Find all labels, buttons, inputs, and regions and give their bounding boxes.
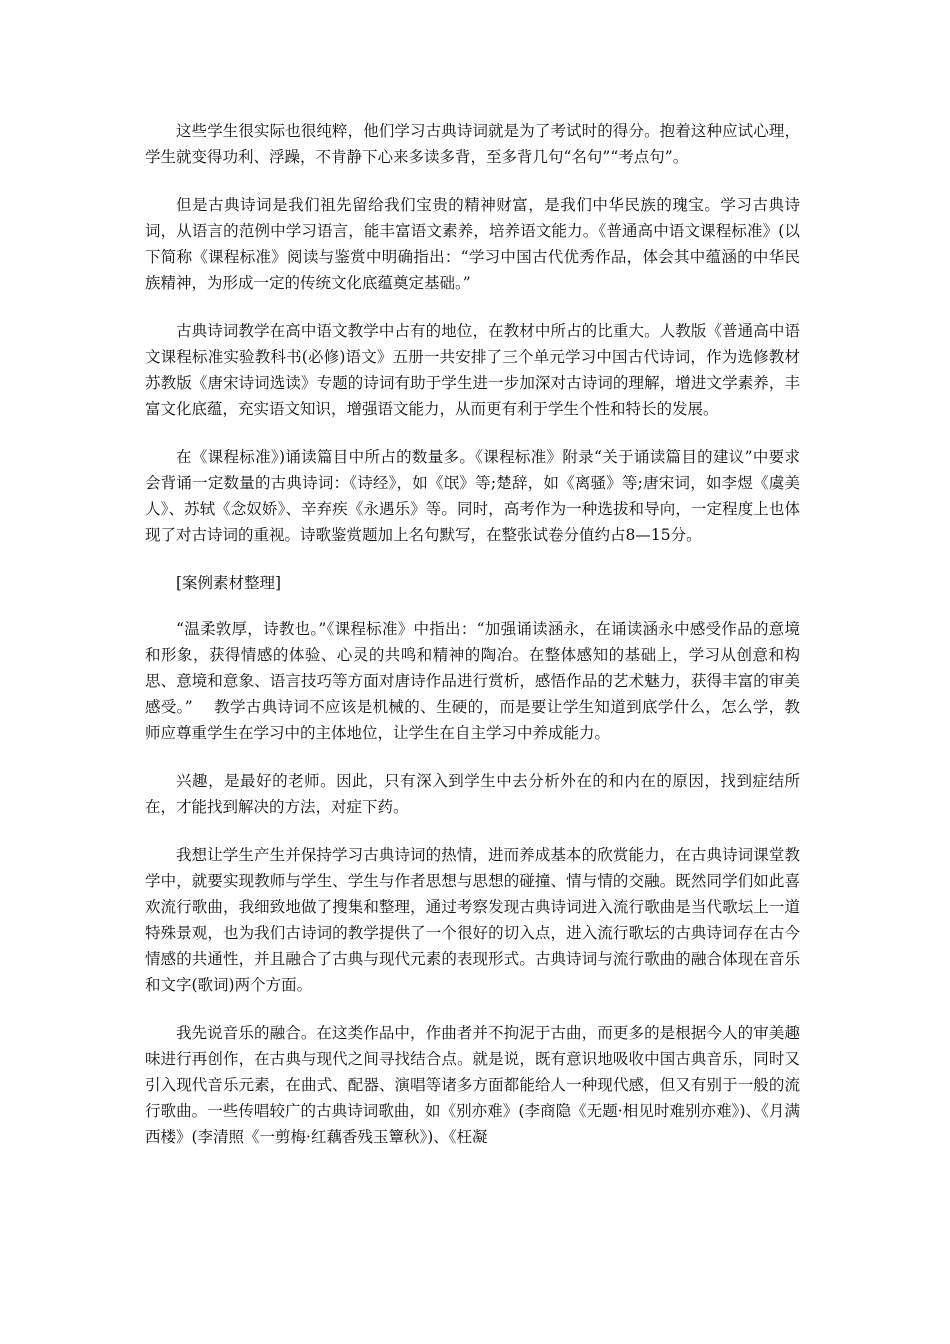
document-body [145, 118, 800, 1172]
paragraph-2: 但是古典诗词是我们祖先留给我们宝贵的精神财富，是我们中华民族的瑰宝。学习古典诗词，从语言的范例中学习语言，能丰富语文素养，培养语文能力。《普通高中语文课程标准》(以下简称《课程标准》阅读与鉴赏中明确指出：“学习中国古代优秀作品，体会其中蕴涵的中华民族精神，为形成一定的传统文化底蕴奠定基础。” [145, 196, 800, 292]
paragraph-7: 我想让学生产生并保持学习古典诗词的热情，进而养成基本的欣赏能力，在古典诗词课堂教学中，就要实现教师与学生、学生与作者思想与思想的碰撞、情与情的交融。既然同学们如此喜欢流行歌曲，我细致地做了搜集和整理，通过考察发现古典诗词进入流行歌曲是当代歌坛上一道特殊景观，也为我们古诗词的教学提供了一个很好的切入点，进入流行歌坛的古典诗词存在古今情感的共通性，并且融合了古典与现代元素的表现形式。古典诗词与流行歌曲的融合体现在音乐和文字(歌词)两个方面。 [145, 846, 800, 994]
paragraph-4: 在《课程标准》)诵读篇目中所占的数量多。《课程标准》附录“关于诵读篇目的建议”中要求会背诵一定数量的古典诗词：《诗经》，如《氓》等;楚辞，如《离骚》等;唐宋词，如李煜《虞美人》、苏轼《念奴娇》、辛弃疾《永遇乐》等。同时，高考作为一种选拔和导向，一定程度上也体现了对古诗词的重视。诗歌鉴赏题加上名句默写，在整张试卷分值约占8—15分。 [145, 448, 800, 544]
paragraph-6: 兴趣，是最好的老师。因此，只有深入到学生中去分析外在的和内在的原因，找到症结所在，才能找到解决的方法，对症下药。 [145, 772, 800, 816]
paragraph-1: 这些学生很实际也很纯粹，他们学习古典诗词就是为了考试时的得分。抱着这种应试心理，学生就变得功利、浮躁，不肯静下心来多读多背，至多背几句“名句”“考点句”。 [145, 122, 800, 166]
paragraph-5: “温柔敦厚，诗教也。”《课程标准》中指出：“加强诵读涵永，在诵读涵永中感受作品的意境和形象，获得情感的体验、心灵的共鸣和精神的陶冶。在整体感知的基础上，学习从创意和构思、意境和意象、语言技巧等方面对唐诗作品进行赏析，感悟作品的艺术魅力，获得丰富的审美感受。” 教学古典诗词不应该是机械的、生硬的，而是要让学生知道到底学什么，怎么学，教师应尊重学生在学习中的主体地位，让学生在自主学习中养成能力。 [145, 620, 800, 742]
paragraph-3: 古典诗词教学在高中语文教学中占有的地位，在教材中所占的比重大。人教版《普通高中语文课程标准实验教科书(必修)语文》五册一共安排了三个单元学习中国古代诗词，作为选修教材苏教版《唐宋诗词选读》专题的诗词有助于学生进一步加深对古诗词的理解，增进文学素养，丰富文化底蕴，充实语文知识，增强语文能力，从而更有利于学生个性和特长的发展。 [145, 322, 800, 418]
section-heading: [案例素材整理] [176, 574, 282, 592]
paragraph-8: 我先说音乐的融合。在这类作品中，作曲者并不拘泥于古曲，而更多的是根据今人的审美趣味进行再创作，在古典与现代之间寻找结合点。就是说，既有意识地吸收中国古典音乐，同时又引入现代音乐元素，在曲式、配器、演唱等诸多方面都能给人一种现代感，但又有别于一般的流行歌曲。一些传唱较广的古典诗词歌曲，如《别亦难》(李商隐《无题·相见时难别亦难》)、《月满西楼》(李清照《一剪梅·红藕香残玉簟秋》)、《枉凝 [145, 1024, 800, 1146]
